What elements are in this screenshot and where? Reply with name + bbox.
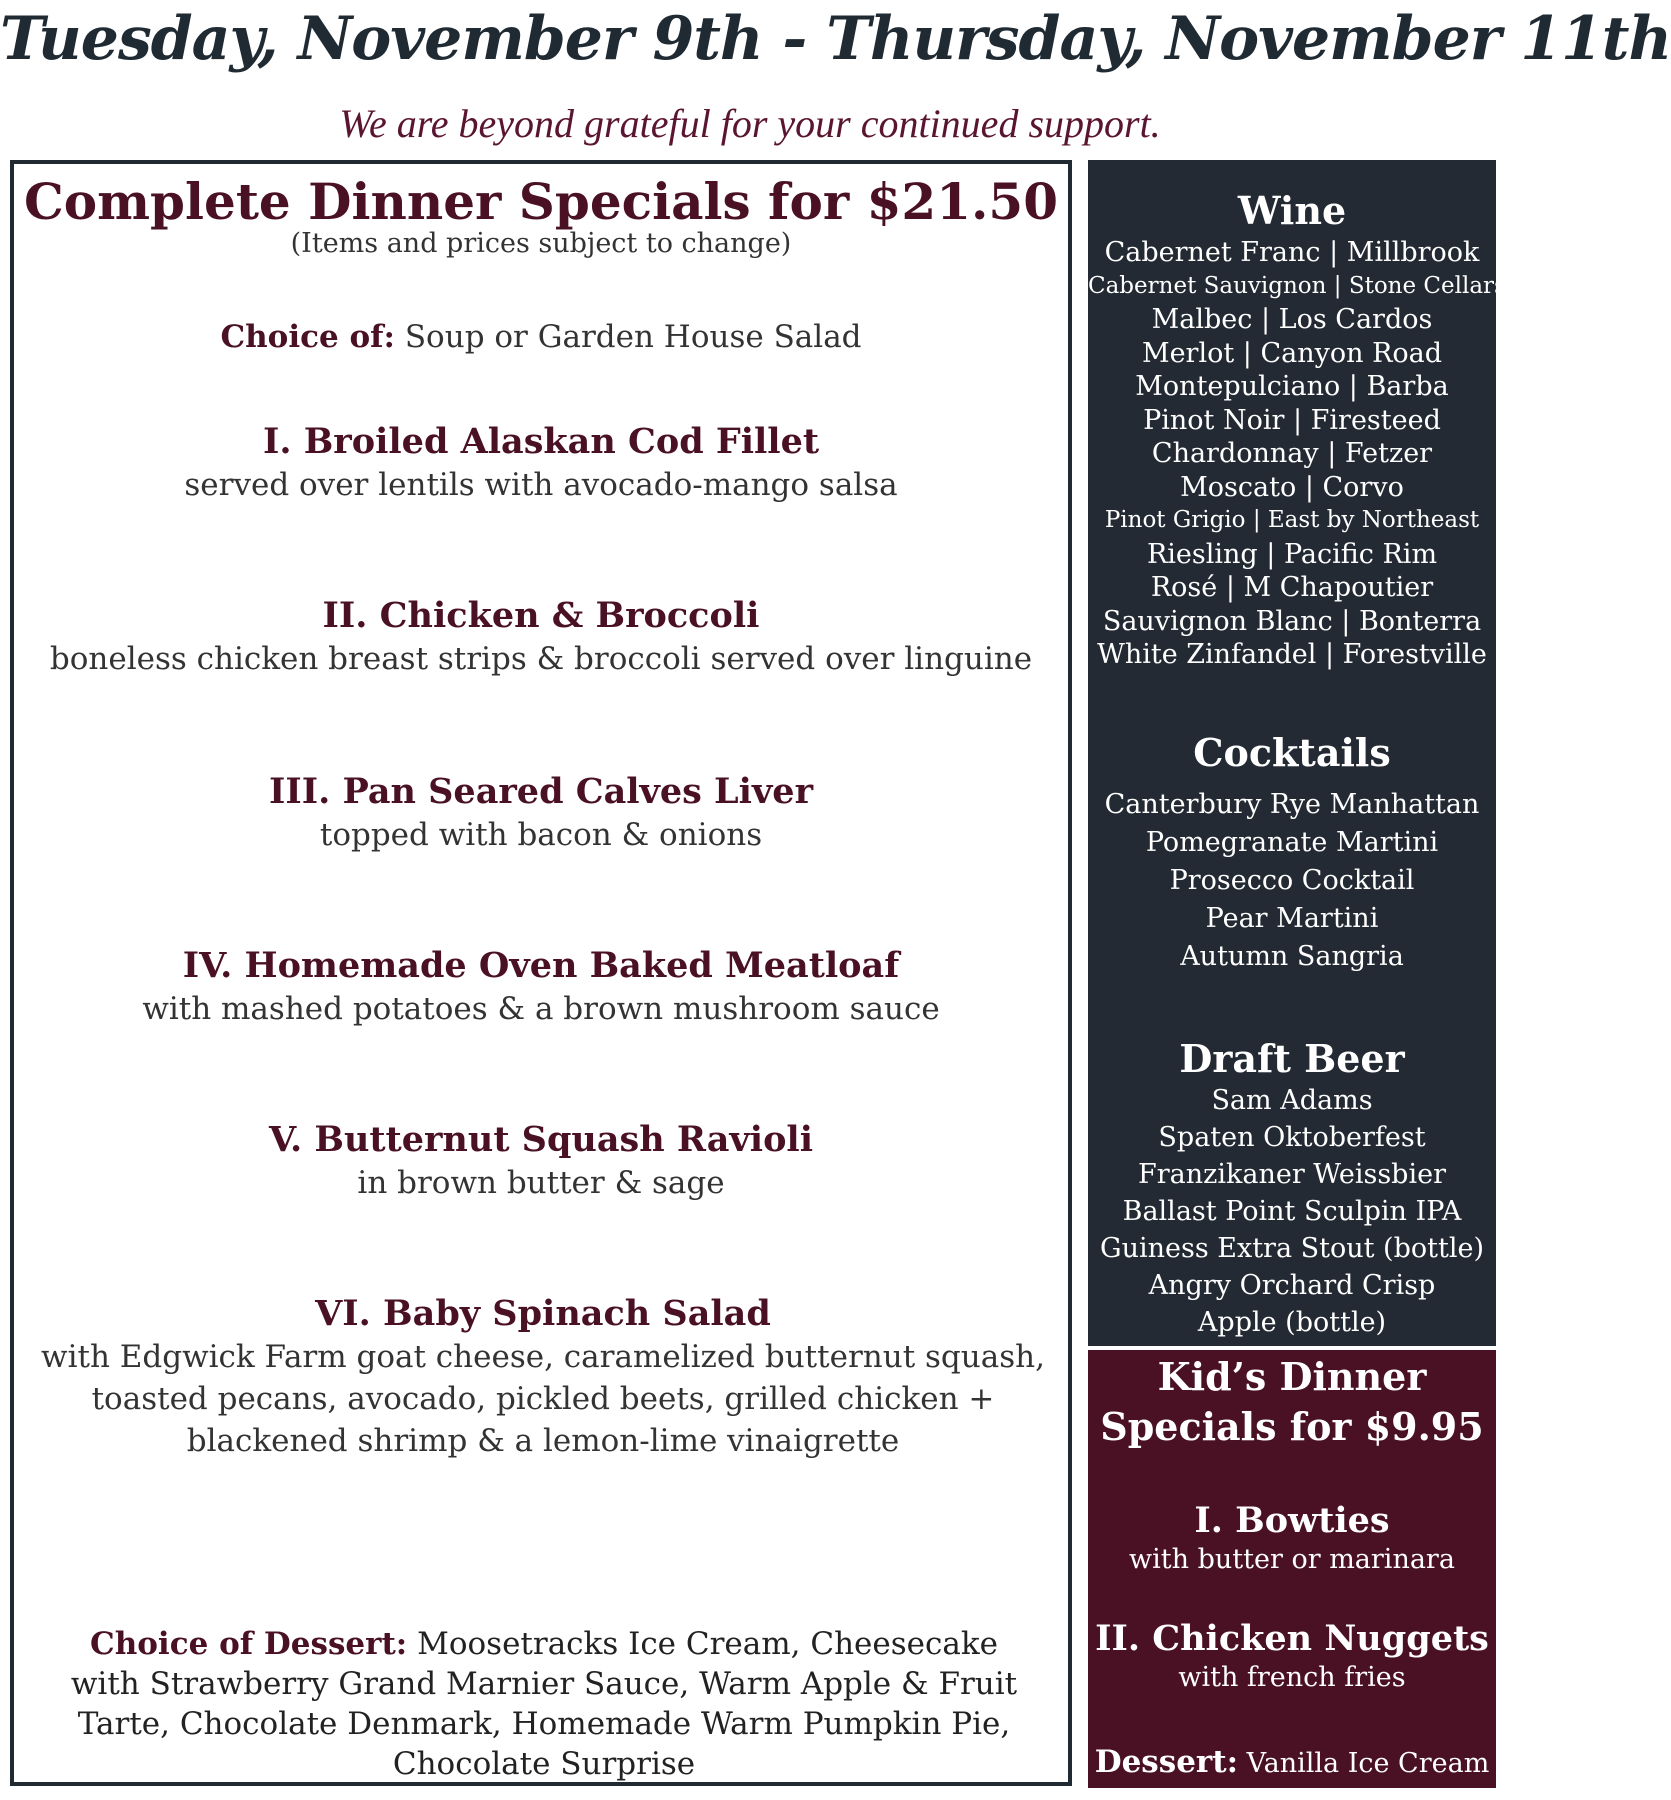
cocktails-title: Cocktails — [1193, 730, 1391, 775]
wine-item: Montepulciano | Barba — [1135, 371, 1449, 402]
starter-choice-text: Soup or Garden House Salad — [394, 319, 862, 355]
dish-1 — [14, 420, 1068, 506]
dish-name: V. Butternut Squash Ravioli — [268, 1119, 814, 1160]
beer-item: Spaten Oktoberfest — [1158, 1122, 1426, 1153]
cocktail-item: Canterbury Rye Manhattan — [1104, 789, 1480, 820]
wine-item: Merlot | Canyon Road — [1141, 337, 1443, 369]
cocktail-item: Pear Martini — [1205, 903, 1379, 934]
dish-description: in brown butter & sage — [357, 1165, 725, 1201]
kids-dish-1 — [1088, 1500, 1496, 1578]
wine-item: Riesling | Pacific Rim — [1146, 538, 1438, 570]
dish-6 — [22, 1292, 1064, 1462]
wine-item: Pinot Noir | Firesteed — [1143, 404, 1441, 436]
dish-name: II. Chicken & Broccoli — [322, 595, 760, 636]
cocktail-item: Prosecco Cocktail — [1169, 865, 1415, 896]
dish-description: with mashed potatoes & a brown mushroom sauce — [142, 991, 940, 1027]
wine-item: Moscato | Corvo — [1180, 471, 1404, 503]
dessert-choice-text: Moosetracks Ice Cream, Cheesecake with Strawberry Grand Marnier Sauce, Warm Apple & Fruit Tarte, Chocolate Denmark, Homemade Warm Pumpkin Pie, Chocolate Surprise — [70, 1626, 1018, 1782]
dish-description: with Edgwick Farm goat cheese, caramelized butternut squash, toasted pecans, avocado, pickled beets, grilled chicken + blackened shrimp & a lemon-lime vinaigrette — [41, 1339, 1045, 1459]
beer-item: Angry Orchard Crisp Apple (bottle) — [1148, 1270, 1436, 1338]
tagline: We are beyond grateful for your continued support. — [339, 101, 1161, 146]
dish-name: I. Broiled Alaskan Cod Fillet — [262, 421, 820, 462]
beer-item: Sam Adams — [1211, 1085, 1373, 1116]
dish-5 — [14, 1118, 1068, 1204]
kids-specials-title: Kid’s Dinner Specials for $9.95 — [1100, 1354, 1484, 1449]
dish-name: VI. Baby Spinach Salad — [315, 1293, 771, 1334]
kids-dessert-label: Dessert: — [1094, 1744, 1239, 1780]
wine-item: Cabernet Franc | Millbrook — [1104, 237, 1480, 268]
kids-dessert — [1088, 1744, 1496, 1780]
dessert-choice-label: Choice of Dessert: — [90, 1626, 408, 1662]
dish-name: III. Pan Seared Calves Liver — [268, 771, 814, 812]
kids-dish-name: I. Bowties — [1194, 1500, 1390, 1541]
kids-dish-name: II. Chicken Nuggets — [1095, 1618, 1489, 1659]
draft-beer-list — [1088, 1082, 1496, 1341]
kids-dish-2 — [1088, 1618, 1496, 1696]
wine-item: Rosé | M Chapoutier — [1150, 572, 1434, 603]
dish-4 — [14, 944, 1068, 1030]
draft-beer-title: Draft Beer — [1179, 1036, 1405, 1081]
cocktail-list — [1088, 786, 1496, 976]
beer-item: Ballast Point Sculpin IPA — [1122, 1196, 1462, 1227]
wine-item: Cabernet Sauvignon | Stone Cellars — [1088, 272, 1506, 299]
dish-description: boneless chicken breast strips & broccoli served over linguine — [49, 641, 1033, 677]
beer-item: Franzikaner Weissbier — [1138, 1159, 1446, 1190]
wine-item: White Zinfandel | Forestville — [1097, 639, 1487, 670]
cocktail-item: Autumn Sangria — [1180, 941, 1404, 972]
wine-item: Chardonnay | Fetzer — [1151, 438, 1433, 469]
beer-item: Guiness Extra Stout (bottle) — [1100, 1233, 1484, 1264]
dish-3 — [14, 770, 1068, 856]
kids-dish-description: with butter or marinara — [1129, 1544, 1455, 1575]
wine-title: Wine — [1237, 188, 1347, 233]
starter-choice-label: Choice of: — [220, 319, 395, 355]
starter-choice — [14, 319, 1068, 355]
kids-dessert-text: Vanilla Ice Cream — [1238, 1748, 1490, 1779]
dessert-choice — [54, 1624, 1034, 1784]
dish-name: IV. Homemade Oven Baked Meatloaf — [182, 945, 900, 986]
wine-item: Sauvignon Blanc | Bonterra — [1102, 605, 1482, 637]
wine-item: Pinot Grigio | East by Northeast — [1104, 507, 1480, 533]
dish-description: served over lentils with avocado-mango salsa — [184, 467, 898, 503]
date-range-header: Tuesday, November 9th - Thursday, November 11th — [0, 4, 1671, 74]
wine-list — [1088, 236, 1506, 672]
dinner-specials-panel — [10, 160, 1072, 1786]
kids-dish-description: with french fries — [1178, 1662, 1406, 1693]
dish-2 — [14, 594, 1068, 680]
drinks-panel — [1088, 160, 1506, 1346]
kids-specials-panel — [1088, 1350, 1496, 1788]
dinner-specials-subtitle: (Items and prices subject to change) — [290, 228, 792, 259]
cocktail-item: Pomegranate Martini — [1145, 827, 1439, 858]
dish-description: topped with bacon & onions — [319, 817, 763, 853]
wine-item: Malbec | Los Cardos — [1151, 304, 1433, 335]
dinner-specials-title: Complete Dinner Specials for $21.50 — [24, 172, 1058, 231]
